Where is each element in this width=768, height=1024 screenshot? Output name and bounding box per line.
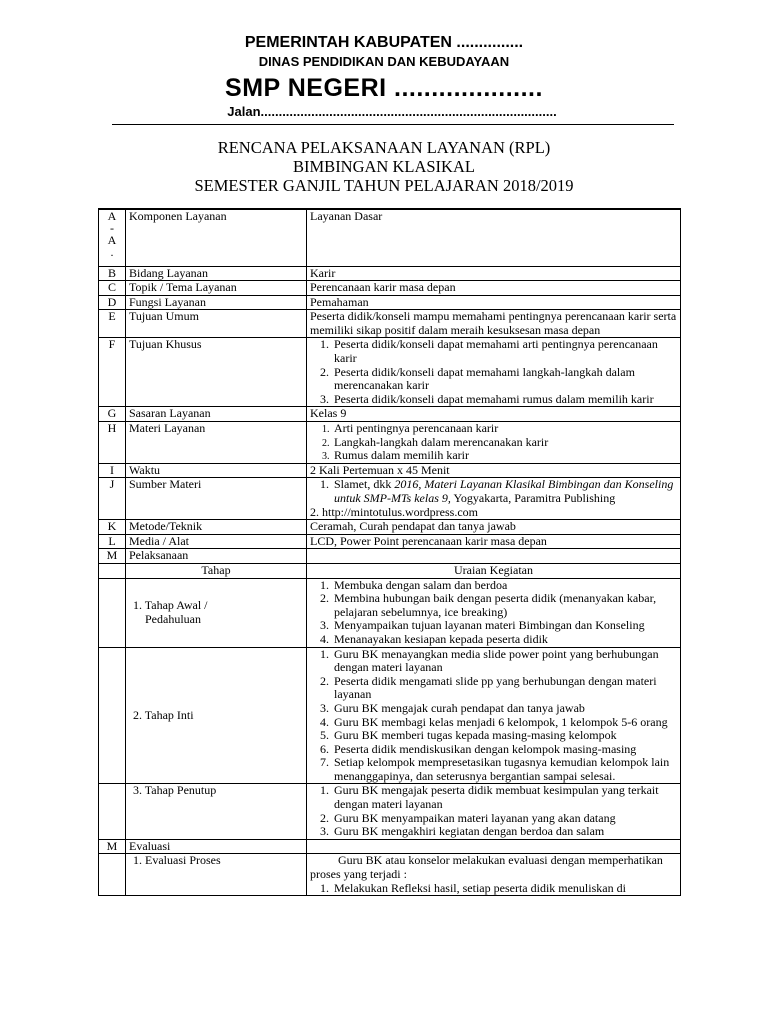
table-row [99,407,681,422]
table-row [99,463,681,478]
table-row [99,209,681,266]
ref-author: Slamet, dkk [334,477,395,492]
row-value [307,338,681,407]
tujuan-khusus-list [310,338,677,406]
row-label: Topik / Tema Layanan [126,281,307,296]
list-item: 2. Guru BK menyampaikan materi layanan yang akan datang [332,812,677,826]
row-value: Layanan Dasar [307,209,681,266]
document-semester: SEMESTER GANJIL TAHUN PELAJARAN 2018/2019 [194,176,574,195]
table-row [99,839,681,854]
list-item: 3. Guru BK mengajak curah pendapat dan tanya jawab [332,702,677,716]
stage-penutup: 3. Tahap Penutup [126,784,307,839]
rpl-table [98,208,681,896]
row-value [307,549,681,564]
row-code: I [99,463,126,478]
table-row [99,281,681,296]
evaluasi-list [310,882,677,896]
sumber-list [310,478,677,505]
list-item: 3. Rumus dalam memilih karir [332,449,677,463]
row-code [99,563,126,578]
row-code [99,854,126,896]
table-row [99,310,681,338]
list-item: 3. Guru BK mengakhiri kegiatan dengan berdoa dan salam [332,825,677,839]
row-code: H [99,422,126,464]
row-value [307,478,681,520]
list-item: 1. Peserta didik/konseli dapat memahami arti pentingnya perencanaan karir [332,338,677,365]
row-value: LCD, Power Point perencanaan karir masa depan [307,534,681,549]
table-row [99,422,681,464]
letterhead-divider [112,124,674,125]
row-value: Karir [307,266,681,281]
list-item: 3. Menyampaikan tujuan layanan materi Bimbingan dan Konseling [332,619,677,633]
row-value [307,839,681,854]
table-row [99,549,681,564]
row-code: B [99,266,126,281]
table-row [99,854,681,896]
table-row [99,338,681,407]
row-label: Komponen Layanan [126,209,307,266]
row-value: Ceramah, Curah pendapat dan tanya jawab [307,520,681,535]
col-header-uraian: Uraian Kegiatan [307,563,681,578]
letterhead-address: Jalan.................................................................................. [227,104,557,119]
row-label: Fungsi Layanan [126,295,307,310]
row-code: K [99,520,126,535]
row-label: Pelaksanaan [126,549,307,564]
list-item: 7. Setiap kelompok mempresetasikan tugasnya kemudian kelompok lain menanggapinya, dan seterusnya bergantian sampai selesai. [332,756,677,783]
table-row [99,266,681,281]
letterhead-government: PEMERINTAH KABUPATEN ............... [244,34,524,51]
ref-publisher: Yogyakarta, Paramitra Publishing [450,491,616,505]
row-code: C [99,281,126,296]
list-item: 1. Guru BK mengajak peserta didik membuat kesimpulan yang terkait dengan materi layanan [332,784,677,811]
col-header-tahap: Tahap [126,563,307,578]
table-row [99,578,681,647]
stage-name: 1. Tahap Awal / Pedahuluan [133,597,208,626]
row-code: J [99,478,126,520]
row-code: L [99,534,126,549]
table-row [99,520,681,535]
row-label: Metode/Teknik [126,520,307,535]
row-label: Bidang Layanan [126,266,307,281]
ref-title: 2016, Materi Layanan Klasikal Bimbingan dan Konseling untuk SMP-MTs kelas 9, [334,477,674,505]
evaluasi-proses-label: 1. Evaluasi Proses [126,854,307,896]
letterhead-school: SMP NEGERI .................... [225,74,543,102]
list-item: 4. Guru BK membagi kelas menjadi 6 kelompok, 1 kelompok 5-6 orang [332,716,677,730]
row-code: E [99,310,126,338]
list-item: 2. Membina hubungan baik dengan peserta didik (menanyakan kabar, pelajaran sebelumnya, ice breaking) [332,592,677,619]
activity-list [310,648,677,784]
ref-url: 2. http://mintotulus.wordpress.com [310,504,478,519]
row-label: Sumber Materi [126,478,307,520]
table-row [99,295,681,310]
table-row [99,534,681,549]
list-item: 2. Peserta didik/konseli dapat memahami langkah-langkah dalam merencanakan karir [332,366,677,393]
list-item: 3. Peserta didik/konseli dapat memahami rumus dalam memilih karir [332,393,677,407]
row-label: Tujuan Khusus [126,338,307,407]
materi-list [310,422,677,463]
list-item: 5. Guru BK memberi tugas kepada masing-masing kelompok [332,729,677,743]
stage-activities [307,578,681,647]
row-code: F [99,338,126,407]
document-title: RENCANA PELAKSANAAN LAYANAN (RPL) [217,138,551,157]
row-label: Evaluasi [126,839,307,854]
table-row [99,647,681,784]
list-item: 2. Langkah-langkah dalam merencanakan karir [332,436,677,450]
row-code [99,784,126,839]
table-row [99,784,681,839]
row-value: 2 Kali Pertemuan x 45 Menit [307,463,681,478]
letterhead-department: DINAS PENDIDIKAN DAN KEBUDAYAAN [258,54,510,69]
row-code [99,209,126,266]
stage-inti: 2. Tahap Inti [126,647,307,784]
row-label: Sasaran Layanan [126,407,307,422]
row-label: Tujuan Umum [126,310,307,338]
list-item: 1. Melakukan Refleksi hasil, setiap peserta didik menuliskan di [332,882,677,896]
list-item: 4. Menanayakan kesiapan kepada peserta didik [332,633,677,647]
list-item: 2. Peserta didik mengamati slide pp yang berhubungan dengan materi layanan [332,675,677,702]
row-label: Media / Alat [126,534,307,549]
list-item: 1. Arti pentingnya perencanaan karir [332,422,677,436]
table-row [99,563,681,578]
stage-activities [307,647,681,784]
row-code-a: A - A . [107,209,117,259]
row-value [307,422,681,464]
list-item: 6. Peserta didik mendiskusikan dengan kelompok masing-masing [332,743,677,757]
activity-list [310,784,677,838]
document-subtitle: BIMBINGAN KLASIKAL [293,157,475,176]
row-code [99,647,126,784]
stage-awal [126,578,307,647]
row-code: M [99,549,126,564]
list-item [332,478,677,505]
row-code: D [99,295,126,310]
list-item: 1. Membuka dengan salam dan berdoa [332,579,677,593]
row-code: G [99,407,126,422]
list-item: 1. Guru BK menayangkan media slide power point yang berhubungan dengan materi layanan [332,648,677,675]
row-label: Waktu [126,463,307,478]
row-value: Kelas 9 [307,407,681,422]
activity-list [310,579,677,647]
row-value: Perencanaan karir masa depan [307,281,681,296]
row-value: Pemahaman [307,295,681,310]
table-row [99,478,681,520]
row-label: Materi Layanan [126,422,307,464]
evaluasi-proses-content [307,854,681,896]
row-code: M [99,839,126,854]
row-code [99,578,126,647]
stage-activities [307,784,681,839]
evaluasi-intro: Guru BK atau konselor melakukan evaluasi dengan memperhatikan proses yang terjadi : [310,853,663,882]
row-value: Peserta didik/konseli mampu memahami pentingnya perencanaan karir serta memiliki sikap positif dalam meraih kesuksesan masa depan [307,310,681,338]
